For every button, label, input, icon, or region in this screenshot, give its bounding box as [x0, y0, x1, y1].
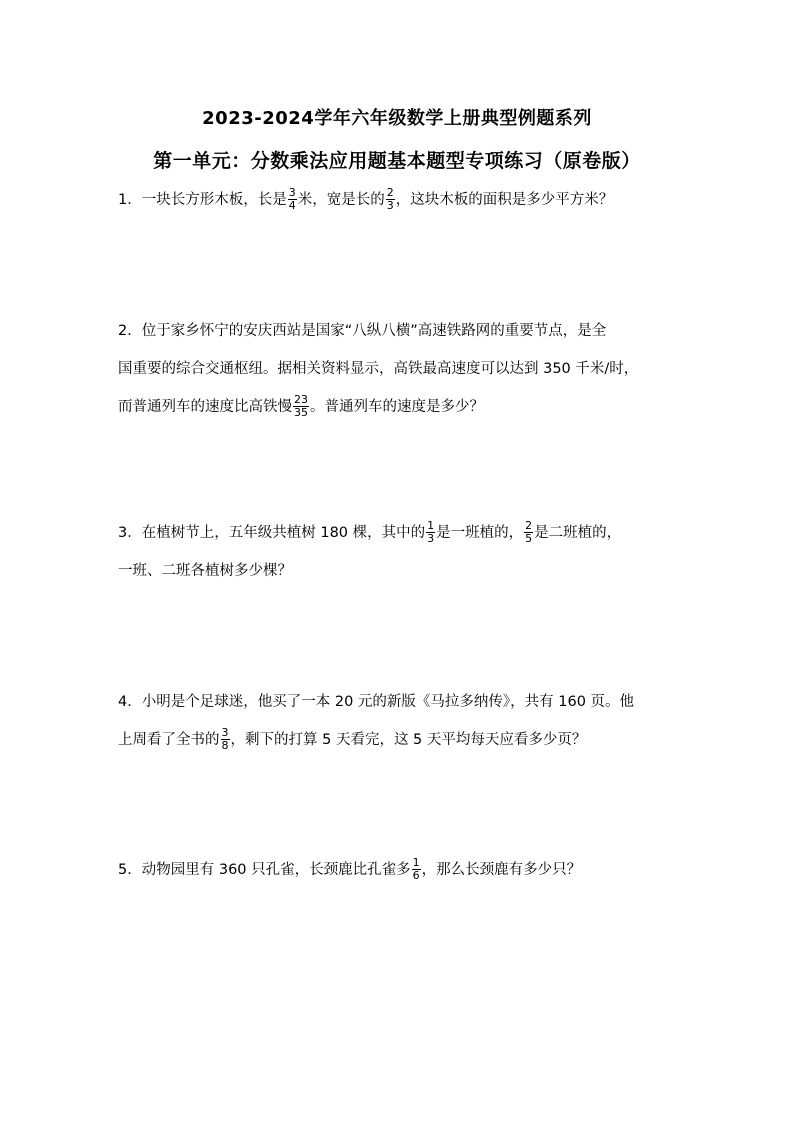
question-text: 而普通列车的速度比高铁慢: [118, 399, 292, 415]
question-number: 4．: [118, 694, 142, 710]
fraction-numerator: 23: [294, 392, 308, 406]
question-line: 一班、二班各植树多少棵？: [118, 563, 292, 579]
question-line: [118, 312, 678, 350]
question-text: 在植树节上，五年级共植树 180 棵，其中的: [141, 525, 426, 541]
fraction-denominator: 6: [412, 868, 420, 882]
fraction-denominator: 4: [288, 198, 296, 212]
question-text: 是二班植的，: [534, 525, 622, 541]
fraction-denominator: 8: [221, 738, 229, 752]
question-text: 一块长方形木板，长是: [141, 192, 287, 208]
question-line: [118, 181, 678, 219]
fraction: [293, 394, 309, 419]
fraction: [288, 187, 297, 212]
fraction-denominator: 3: [427, 531, 435, 545]
fraction: [386, 187, 395, 212]
question-line: 国重要的综合交通枢纽。据相关资料显示，高铁最高速度可以达到 350 千米/时，: [118, 361, 639, 377]
question-text: ，那么长颈鹿有多少只？: [421, 862, 582, 878]
question-line: [118, 683, 678, 721]
question-number: 1．: [118, 192, 142, 208]
question-text: 位于家乡怀宁的安庆西站是国家“八纵八横”高速铁路网的重要节点，是全: [141, 323, 607, 339]
question-line: [118, 851, 678, 889]
fraction: [524, 520, 533, 545]
fraction-numerator: 1: [412, 855, 420, 869]
question-line: [118, 514, 678, 552]
question-4: [118, 683, 678, 759]
fraction: [426, 520, 435, 545]
question-line: [118, 721, 678, 759]
fraction-numerator: 1: [427, 518, 435, 532]
fraction-denominator: 3: [386, 198, 394, 212]
question-3: [118, 514, 678, 590]
question-text: ，剩下的打算 5 天看完，这 5 天平均每天应看多少页？: [230, 732, 587, 748]
fraction-denominator: 5: [525, 531, 533, 545]
question-number: 3．: [118, 525, 142, 541]
question-number: 2．: [118, 323, 142, 339]
fraction-numerator: 3: [221, 725, 229, 739]
document-subtitle: 第一单元：分数乘法应用题基本题型专项练习（原卷版）: [153, 150, 641, 172]
fraction-numerator: 3: [288, 185, 296, 199]
question-text: 上周看了全书的: [118, 732, 220, 748]
fraction: [221, 727, 230, 752]
question-1: [118, 181, 678, 219]
question-text: 动物园里有 360 只孔雀，长颈鹿比孔雀多: [141, 862, 411, 878]
fraction-numerator: 2: [525, 518, 533, 532]
question-5: [118, 851, 678, 889]
question-line: [118, 388, 678, 426]
question-text: 是一班植的，: [436, 525, 524, 541]
fraction: [412, 857, 421, 882]
document-title: 2023-2024学年六年级数学上册典型例题系列: [202, 108, 592, 129]
question-text: 小明是个足球迷，他买了一本 20 元的新版《马拉多纳传》，共有 160 页。他: [141, 694, 635, 710]
question-2: [118, 312, 678, 426]
fraction-denominator: 35: [294, 405, 308, 419]
question-text: ，这块木板的面积是多少平方米？: [395, 192, 614, 208]
question-text: 米，宽是长的: [297, 192, 385, 208]
question-number: 5．: [118, 862, 142, 878]
fraction-numerator: 2: [386, 185, 394, 199]
question-text: 。普通列车的速度是多少？: [310, 399, 484, 415]
